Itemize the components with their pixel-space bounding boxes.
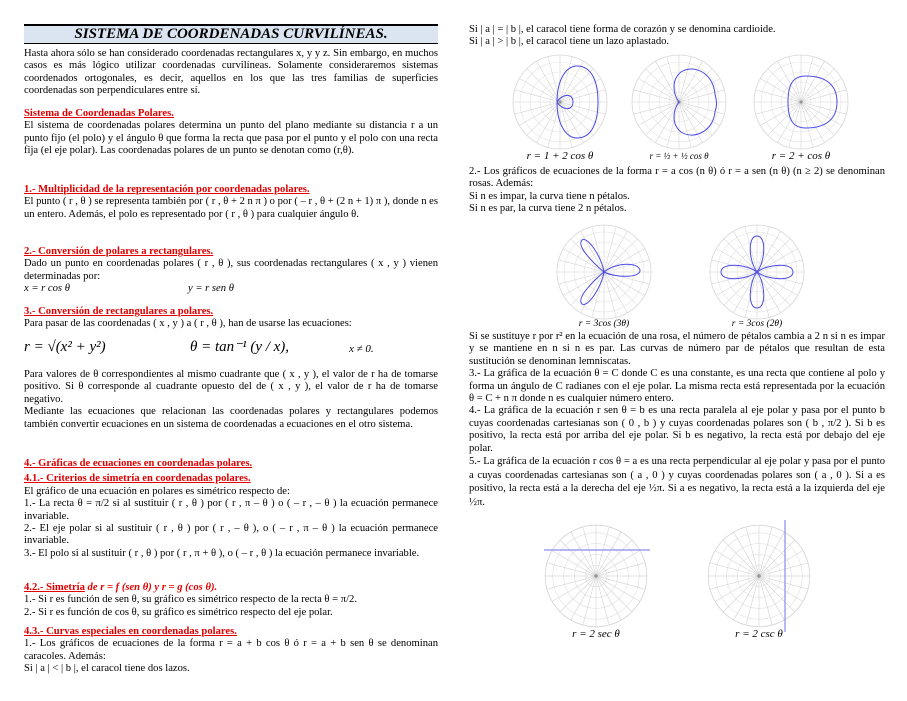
lemniscate-text: Si se sustituye r por r² en la ecuación de una rosa, el número de pétalos cambia a 2 n si n es impar y se mantiene en n si n es par. Las curvas de número par de pétalos que resultan de esta sustitución se denominan lemniscatas. — [469, 331, 885, 367]
section-heading-4-3: 4.3.- Curvas especiales en coordenadas polares. — [24, 626, 237, 637]
roses-definition: 2.- Los gráficos de ecuaciones de la forma r = a cos (n θ) ó r = a sen (n θ) (n ≥ 2) se denominan rosas. Además: — [469, 166, 885, 190]
section-body-3: Para pasar de las coordenadas ( x , y ) a ( r , θ ), han de usarse las ecuaciones: — [24, 318, 352, 330]
caption-rose-3: r = 3cos (3θ) — [578, 319, 630, 329]
section-body-polar: El sistema de coordenadas polares determina un punto del plano mediante su distancia r a un punto fijo (el polo) y el ángulo θ que forma la recta que pasa por el punto y el polo con una recta fija (el eje polar). Las coordenadas polares de un punto se denotan como (r,θ). — [24, 120, 438, 157]
symmetry-item-3: 3.- El polo si al sustituir ( r , θ ) por ( r , π + θ ), o ( – r , θ ) la ecuación permanece invariable. — [24, 547, 420, 559]
plot-line-2sec — [540, 520, 652, 632]
special-curves-text — [469, 331, 885, 509]
limacon-case-3: Si | a | > | b |, el caracol tiene un lazo aplastado. — [469, 36, 670, 48]
section-3 — [24, 306, 438, 331]
symmetry-sen-item: 1.- Si r es función de sen θ, su gráfico es simétrico respecto de la recta θ = π/2. — [24, 594, 357, 606]
plot-line-2csc — [703, 520, 815, 632]
equation-theta: θ = tan⁻¹ (y / x), — [190, 339, 290, 355]
plot-rose-3-petals — [552, 220, 656, 324]
section-3-body-2: Para valores de θ correspondientes al mismo cuadrante que ( x , y ), el valor de r ha de tomarse positivo. Si θ corresponde al cuadrante opuesto del de ( x , y ), el valor de r ha de tomarse negativo. — [24, 369, 438, 405]
intro-text: Hasta ahora sólo se han considerado coordenadas rectangulares x, y y z. Sin embargo, en muchos casos es más lógico utilizar coordenadas curvilíneas. Solamente consideraremos sistemas coordenados ortogonales, es decir, aquellos en los que las tres familias de superficies coordenadas son perpendiculares entre sí. — [24, 48, 438, 97]
caption-cardioid: r = ½ + ½ cos θ — [649, 151, 709, 161]
section-heading-1: 1.- Multiplicidad de la representación por coordenadas polares. — [24, 184, 310, 195]
section-heading-4-2: 4.2.- Simetría — [24, 582, 85, 593]
section-2 — [24, 246, 438, 296]
section-3-body-3: Mediante las ecuaciones que relacionan las coordenadas polares y rectangulares podemos también convertir ecuaciones en un sistema de coordenadas a ecuaciones en el otro sistema. — [24, 406, 438, 430]
section-4 — [24, 458, 438, 560]
intro-paragraph — [24, 48, 438, 98]
limacon-definition: 1.- Los gráficos de ecuaciones de la forma r = a + b cos θ ó r = a + b sen θ se denominan caracoles. Además: — [24, 638, 438, 662]
section-heading-4: 4.- Gráficas de ecuaciones en coordenadas polares. — [24, 458, 253, 469]
symmetry-item-2: 2.- El eje polar si al sustituir ( r , θ ) por ( r , – θ ), o ( – r , π – θ ) la ecuación permanece invariable. — [24, 523, 438, 547]
roses-even: Si n es par, la curva tiene 2 n pétalos. — [469, 203, 627, 215]
section-heading-polar: Sistema de Coordenadas Polares. — [24, 108, 174, 119]
section-3-notes — [24, 369, 438, 431]
item-5-vertical-line: 5.- La gráfica de la ecuación r cos θ = a es una recta perpendicular al eje polar y pasa por el punto a cuyas coordenadas cartesianas son ( a , 0 ) y cuyas coordenadas polares son ( a , 0 ). Si a es positivo, la recta está a la derecha del eje ½π. Si a es negativo, la recta está a la izquierda del eje ½π. — [469, 456, 885, 508]
roses-section — [469, 166, 885, 216]
plot-cardioid — [627, 50, 731, 154]
equation-r: r = √(x² + y²) — [24, 339, 106, 355]
caption-limacon-2: r = 2 + cos θ — [771, 150, 831, 162]
section-4-2 — [24, 582, 438, 619]
symmetry-item-1: 1.- La recta θ = π/2 si al sustituir ( r , θ ) por ( r , π – θ ) o ( – r , – θ ) la ecuación permanece invariable. — [24, 498, 438, 522]
section-polar — [24, 108, 438, 158]
item-3-line-through-pole: 3.- La gráfica de la ecuación θ = C donde C es una constante, es una recta que contiene al polo y forma un ángulo de C radianes con el eje polar. La misma recta está representada por la ecuación θ = C + n π donde n es cualquier número entero. — [469, 368, 885, 405]
page-title: SISTEMA DE COORDENADAS CURVILÍNEAS. — [24, 24, 438, 44]
section-heading-4-1: 4.1.- Criterios de simetría en coordenadas polares. — [24, 473, 251, 485]
plot-rose-4-petals — [705, 220, 809, 324]
section-heading-3: 3.- Conversión de rectangulares a polares. — [24, 306, 214, 317]
plot-limacon-1-2cos — [508, 50, 612, 154]
plot-limacon-2-cos — [749, 50, 853, 154]
caption-line-csc: r = 2 csc θ — [735, 628, 783, 640]
roses-odd: Si n es impar, la curva tiene n pétalos. — [469, 190, 630, 202]
equation-y: y = r sen θ — [188, 283, 234, 295]
item-4-horizontal-line: 4.- La gráfica de la ecuación r sen θ = b es una recta paralela al eje polar y pasa por el punto b cuyas coordenadas cartesianas son ( 0 , b ) y cuyas coordenadas polares son ( b , π/2 ). Si b es positivo, la recta está por arriba del eje polar. Si b es negativo, la recta está por debajo del eje polar. — [469, 405, 885, 454]
equations-rect-to-polar — [24, 337, 438, 367]
section-body-2: Dado un punto en coordenadas polares ( r , θ ), sus coordenadas rectangulares ( x , y ) vienen determinadas por: — [24, 258, 438, 282]
equation-condition: x ≠ 0. — [349, 343, 374, 355]
caption-rose-4: r = 3cos (2θ) — [731, 319, 783, 329]
caption-limacon-1: r = 1 + 2 cos θ — [526, 150, 594, 162]
limacon-case-1: Si | a | < | b |, el caracol tiene dos lazos. — [24, 663, 190, 675]
section-body-1: El punto ( r , θ ) se representa también por ( r , θ + 2 n π ) o por ( – r , θ + (2 n + 1) π ), donde n es un entero. Además, el polo es representado por ( r , θ ) para cualquier ángulo θ. — [24, 196, 438, 220]
section-heading-2: 2.- Conversión de polares a rectangulares. — [24, 246, 214, 257]
section-1 — [24, 184, 438, 221]
caption-line-sec: r = 2 sec θ — [572, 628, 620, 640]
symmetry-cos-item: 2.- Si r es función de cos θ, su gráfico es simétrico respecto del eje polar. — [24, 606, 333, 618]
section-4-1-intro: El gráfico de una ecuación en polares es simétrico respecto de: — [24, 485, 290, 497]
section-heading-4-2-formula: de r = f (sen θ) y r = g (cos θ). — [84, 582, 218, 593]
limacon-cases — [469, 24, 885, 49]
limacon-case-2: Si | a | = | b |, el caracol tiene forma de corazón y se denomina cardioide. — [469, 24, 776, 35]
section-4-3 — [24, 626, 438, 676]
equation-x: x = r cos θ — [24, 283, 70, 295]
